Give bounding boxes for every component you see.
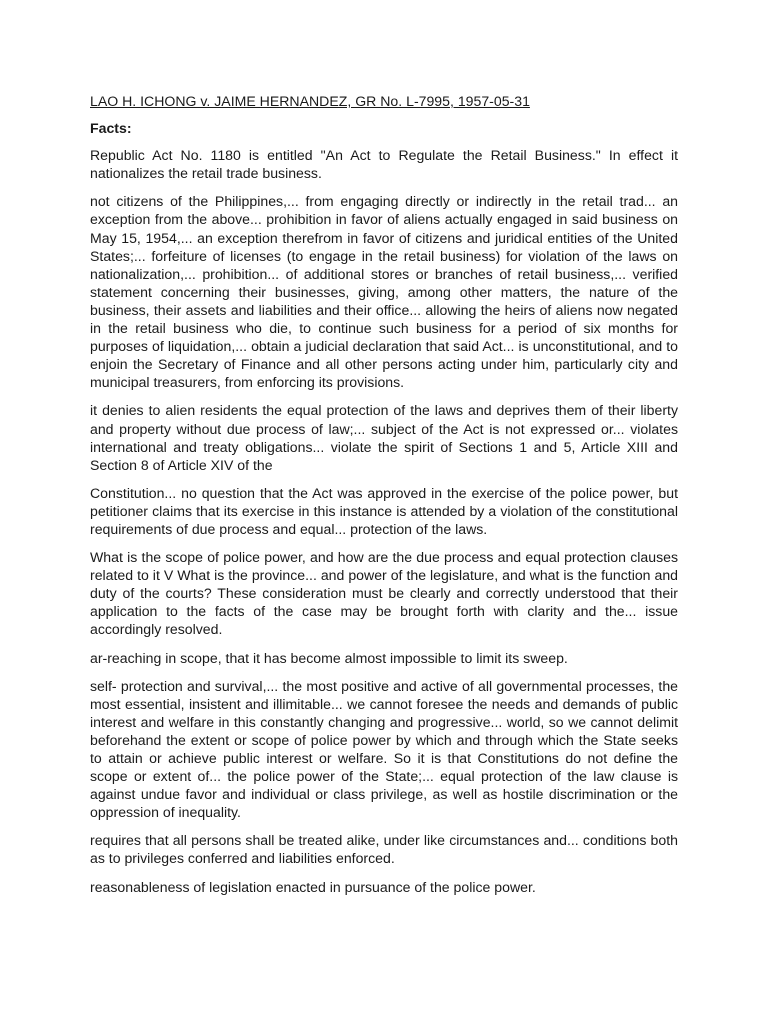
paragraph-police-power: self- protection and survival,... the most positive and active of all governmental processes, the most essential, insistent and illimitable... we cannot foresee the needs and demands of public interest and welfare in this constantly changing and progressive... world, so we cannot delimit beforehand the extent or scope of police power by which and through which the State seeks to attain or achieve public interest or welfare. So it is that Constitutions do not define the scope or extent of... the police power of the State;... equal protection of the law clause is against undue favor and individual or class privilege, as well as hostile discrimination or the oppression of inequality. xyxy=(90,677,678,821)
paragraph-act-provisions: not citizens of the Philippines,... from engaging directly or indirectly in the retail trad... an exception from the above... prohibition in favor of aliens actually engaged in said business on May 15, 1954,... an exception therefrom in favor of citizens and juridical entities of the United States;... forfeiture of licenses (to engage in the retail business) for violation of the laws on nationalization,... prohibition... of additional stores or branches of retail business,... verified statement concerning their businesses, giving, among other matters, the nature of the business, their assets and liabilities and their office... allowing the heirs of aliens now negated in the retail business who die, to continue such business for a period of six months for purposes of liquidation,... obtain a judicial declaration that said Act... is unconstitutional, and to enjoin the Secretary of Finance and all other persons acting under him, particularly city and municipal treasurers, from enforcing its provisions. xyxy=(90,193,678,391)
paragraph-far-reaching: ar-reaching in scope, that it has become almost impossible to limit its sweep. xyxy=(90,649,568,666)
facts-heading: Facts: xyxy=(90,120,132,137)
paragraph-constitution: Constitution... no question that the Act was approved in the exercise of the police power, but petitioner claims that its exercise in this instance is attended by a violation of the constitutional requirements of due process and equal... protection of the laws. xyxy=(90,484,678,537)
paragraph-republic-act: Republic Act No. 1180 is entitled "An Act to Regulate the Retail Business." In effect it nationalizes the retail trade business. xyxy=(90,147,678,182)
paragraph-scope-question: What is the scope of police power, and how are the due process and equal protection clauses related to it V What is the province... and power of the legislature, and what is the function and duty of the courts? These consideration must be clearly and correctly understood that their application to the facts of the case may be brought forth with clarity and the... issue accordingly resolved. xyxy=(90,549,678,638)
document-page xyxy=(90,92,678,906)
paragraph-reasonableness: reasonableness of legislation enacted in pursuance of the police power. xyxy=(90,878,536,895)
paragraph-petitioner-claims: it denies to alien residents the equal protection of the laws and deprives them of their liberty and property without due process of law;... subject of the Act is not expressed or... violates international and treaty obligations... violate the spirit of Sections 1 and 5, Article XIII and Section 8 of Article XIV of the xyxy=(90,402,678,473)
case-title: LAO H. ICHONG v. JAIME HERNANDEZ, GR No. L-7995, 1957-05-31 xyxy=(90,93,530,109)
paragraph-equal-treatment: requires that all persons shall be treated alike, under like circumstances and... conditions both as to privileges conferred and liabilities enforced. xyxy=(90,832,678,867)
